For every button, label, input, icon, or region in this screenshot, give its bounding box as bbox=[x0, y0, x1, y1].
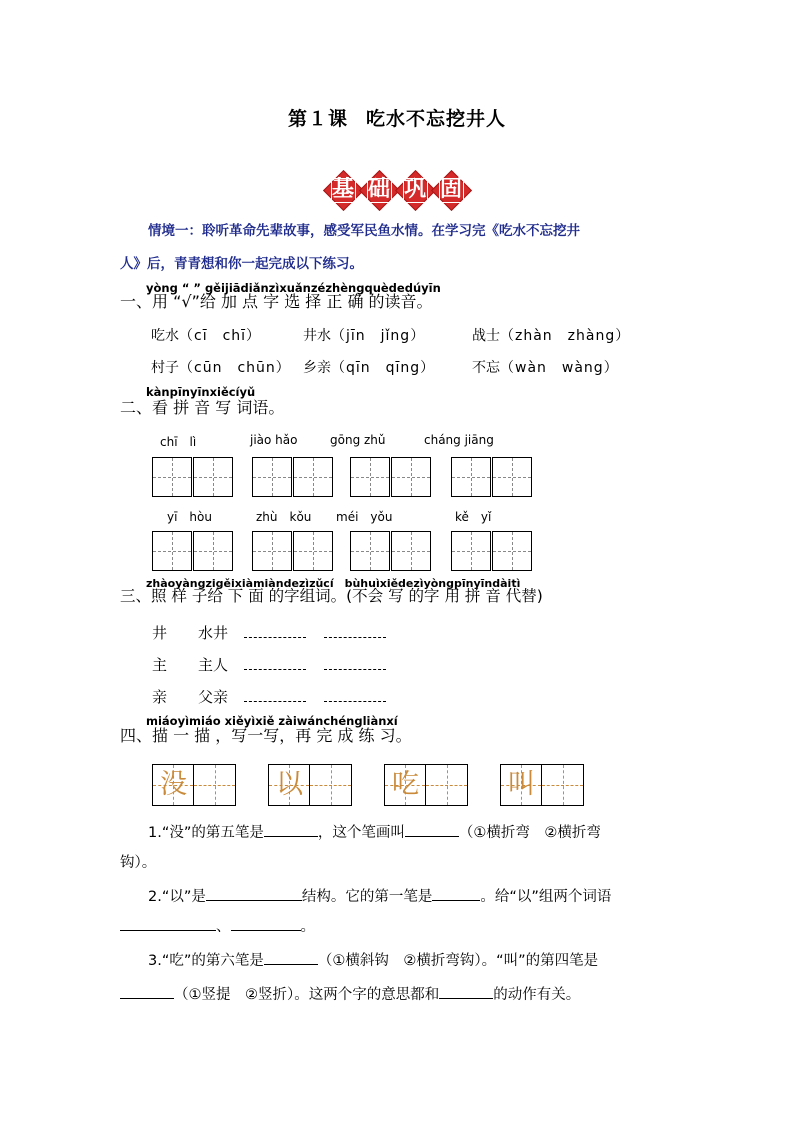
section2-heading: 二、看 拼 音 写 词语。 bbox=[120, 398, 285, 417]
option-item: 不忘（wàn wàng） bbox=[472, 360, 619, 376]
writing-grid[interactable] bbox=[152, 531, 234, 571]
writing-grid[interactable] bbox=[152, 457, 234, 497]
trace-box[interactable] bbox=[384, 764, 468, 806]
lesson-number: 第１课 bbox=[287, 108, 348, 130]
section4-pinyin: miáoyìmiáo xiěyìxiě zàiwánchéngliànxí bbox=[146, 714, 398, 728]
section1-heading: 一、用 “√”给 加 点 字 选 择 正 确 的读音。 bbox=[120, 292, 433, 311]
question-3-line-2: （①竖提 ②竖折）。这两个字的意思都和 的动作有关。 bbox=[120, 980, 580, 1010]
writing-grid[interactable] bbox=[350, 457, 432, 497]
question-3-line-1: 3.“吃”的第六笔是 （①横斜钩 ②横折弯钩）。“叫”的第四笔是 bbox=[148, 946, 598, 976]
grid-pinyin: gōng zhǔ bbox=[330, 433, 386, 447]
answer-blank[interactable] bbox=[324, 623, 386, 638]
option-choices[interactable]: （zhàn zhàng） bbox=[500, 328, 631, 344]
trace-char: 吃 bbox=[392, 769, 419, 800]
trace-char: 叫 bbox=[508, 769, 535, 800]
writing-grid[interactable] bbox=[252, 531, 334, 571]
grid-pinyin: méi yǒu bbox=[336, 510, 393, 524]
section3-pinyin: zhàoyàngzigěixiàmiàndezìzǔcí bùhuìxiědezìyòngpīnyīndàitì bbox=[146, 577, 521, 590]
page-title bbox=[0, 104, 794, 131]
section2-pinyin: kànpīnyīnxiěcíyǔ bbox=[146, 385, 256, 399]
badge-char: 巩 bbox=[403, 177, 426, 202]
word-row: 主 主人 bbox=[152, 654, 386, 675]
answer-blank[interactable] bbox=[264, 822, 318, 837]
intro-line-2: 人》后，青青想和你一起完成以下练习。 bbox=[120, 256, 363, 272]
word-row: 亲 父亲 bbox=[152, 686, 386, 707]
option-choices[interactable]: （cī chī） bbox=[179, 328, 262, 344]
section3-heading: 三、照 样 子给 下 面 的字组词。(不会 写 的字 用 拼 音 代替) bbox=[120, 587, 543, 605]
trace-char: 没 bbox=[160, 769, 187, 800]
grid-pinyin: cháng jiāng bbox=[424, 433, 494, 447]
answer-blank[interactable] bbox=[324, 655, 386, 670]
trace-box[interactable] bbox=[152, 764, 236, 806]
option-item: 吃水（cī chī） bbox=[151, 328, 262, 344]
badge-char: 基 bbox=[331, 177, 354, 202]
grid-pinyin: chī lì bbox=[160, 435, 197, 449]
answer-blank[interactable] bbox=[244, 623, 306, 638]
word-row: 井 水井 bbox=[152, 622, 386, 643]
badge-char: 固 bbox=[439, 177, 462, 202]
writing-grid[interactable] bbox=[451, 531, 533, 571]
trace-box[interactable] bbox=[500, 764, 584, 806]
grid-pinyin: yī hòu bbox=[167, 510, 212, 524]
answer-blank[interactable] bbox=[264, 950, 318, 965]
option-item: 村子（cūn chūn） bbox=[151, 360, 291, 376]
answer-blank[interactable] bbox=[206, 886, 302, 901]
badge-char: 础 bbox=[367, 177, 390, 202]
answer-blank[interactable] bbox=[120, 916, 216, 931]
intro-line-1: 情境一：聆听革命先辈故事，感受军民鱼水情。在学习完《吃水不忘挖井 bbox=[148, 223, 580, 239]
answer-blank[interactable] bbox=[405, 822, 459, 837]
section1-pinyin: yòng “ ” gěijiādiǎnzìxuǎnzézhèngquèdedúyīn bbox=[146, 281, 441, 295]
option-item: 乡亲（qīn qīng） bbox=[303, 360, 436, 376]
option-choices[interactable]: （wàn wàng） bbox=[500, 360, 619, 376]
writing-grid[interactable] bbox=[350, 531, 432, 571]
option-item: 战士（zhàn zhàng） bbox=[472, 328, 631, 344]
trace-char: 以 bbox=[276, 769, 303, 800]
question-1-line-1: 1.“没”的第五笔是 ，这个笔画叫 （①横折弯 ②横折弯 bbox=[148, 818, 601, 848]
option-choices[interactable]: （qīn qīng） bbox=[331, 360, 436, 376]
trace-box[interactable] bbox=[268, 764, 352, 806]
writing-grid[interactable] bbox=[252, 457, 334, 497]
writing-grid[interactable] bbox=[451, 457, 533, 497]
section-badge-jichu-gonggu bbox=[325, 172, 470, 208]
section4-heading: 四、描 一 描 ，写一写，再 完 成 练 习。 bbox=[120, 726, 412, 745]
question-2-line-1: 2.“以”是 结构。它的第一笔是 。给“以”组两个词语 bbox=[148, 882, 611, 912]
grid-pinyin: zhù kǒu bbox=[256, 510, 312, 524]
answer-blank[interactable] bbox=[244, 687, 306, 702]
answer-blank[interactable] bbox=[120, 984, 174, 999]
answer-blank[interactable] bbox=[439, 984, 493, 999]
option-item: 井水（jīn jǐng） bbox=[303, 328, 426, 344]
answer-blank[interactable] bbox=[324, 687, 386, 702]
grid-pinyin: jiào hǎo bbox=[250, 433, 298, 447]
question-2-line-2: 、 。 bbox=[120, 912, 315, 942]
lesson-name: 吃水不忘挖井人 bbox=[366, 108, 507, 130]
answer-blank[interactable] bbox=[432, 886, 480, 901]
option-choices[interactable]: （cūn chūn） bbox=[179, 360, 291, 376]
option-choices[interactable]: （jīn jǐng） bbox=[331, 328, 426, 344]
question-1-line-2: 钩）。 bbox=[120, 855, 157, 871]
answer-blank[interactable] bbox=[244, 655, 306, 670]
answer-blank[interactable] bbox=[231, 916, 301, 931]
grid-pinyin: kě yǐ bbox=[455, 510, 492, 524]
